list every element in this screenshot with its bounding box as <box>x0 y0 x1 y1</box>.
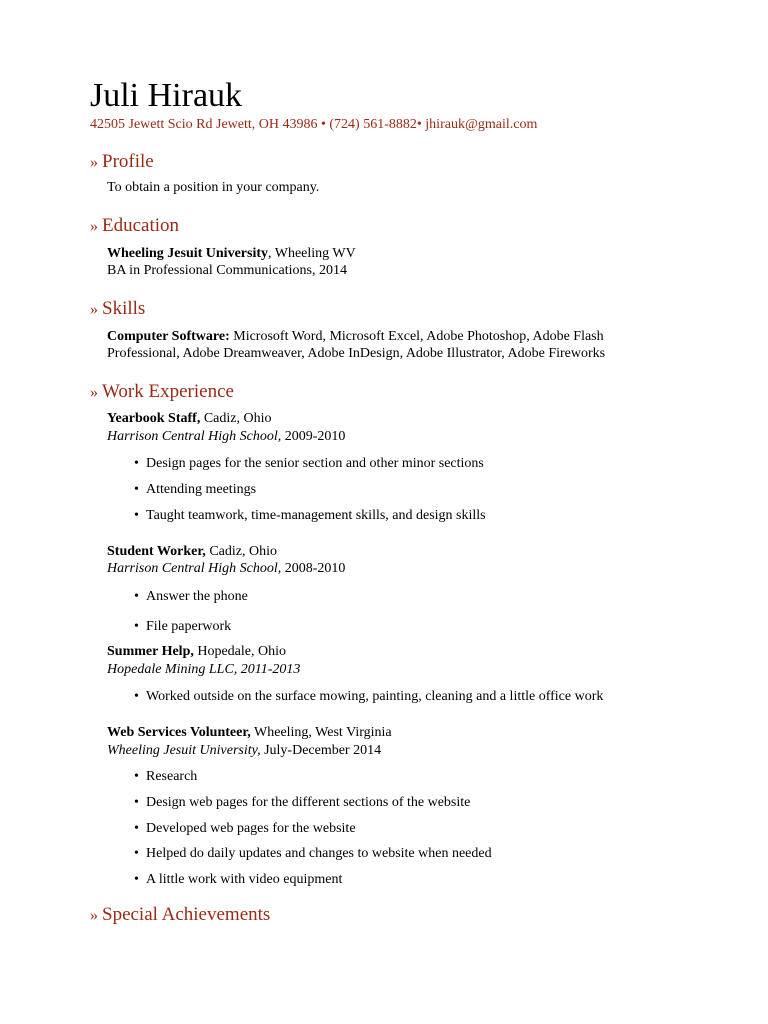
list-item <box>134 481 256 499</box>
job-role: Yearbook Staff, <box>107 411 201 426</box>
list-item <box>134 588 248 606</box>
list-item <box>134 618 231 636</box>
list-item-text: Attending meetings <box>146 482 257 497</box>
bullet-icon: • <box>134 821 139 836</box>
job-location: Cadiz, Ohio <box>200 411 272 426</box>
job-role: Summer Help, <box>107 644 194 659</box>
list-item <box>134 794 470 812</box>
education-location: , Wheeling WV <box>268 246 356 261</box>
job-org: Wheeling Jesuit University, <box>107 743 261 758</box>
job-title-line <box>107 543 277 561</box>
section-title: Education <box>102 215 180 236</box>
job-title-line <box>107 724 392 742</box>
list-item-text: Answer the phone <box>146 589 248 604</box>
list-item-text: Research <box>146 769 198 784</box>
section-marker-icon: » <box>90 301 98 318</box>
education-school-line <box>107 245 356 263</box>
section-marker-icon: » <box>90 154 98 171</box>
job-org-line <box>107 742 381 760</box>
list-item <box>134 871 342 889</box>
contact-separator: • <box>416 117 426 132</box>
education-degree: BA in Professional Communications, 2014 <box>107 263 347 278</box>
job-dates: July-December 2014 <box>260 743 382 758</box>
section-marker-icon: » <box>90 218 98 235</box>
job-location: Cadiz, Ohio <box>205 544 277 559</box>
bullet-icon: • <box>134 589 139 604</box>
job-dates: 2009-2010 <box>281 429 346 444</box>
skills-label: Computer Software: <box>107 329 230 344</box>
list-item-text: Helped do daily updates and changes to website when needed <box>146 846 492 861</box>
bullet-icon: • <box>134 689 139 704</box>
job-org: Harrison Central High School, <box>107 561 282 576</box>
skills-line-1 <box>107 328 604 346</box>
list-item <box>134 507 486 525</box>
education-school: Wheeling Jesuit University <box>107 246 268 261</box>
list-item-text: Design web pages for the different sections of the website <box>146 795 471 810</box>
bullet-icon: • <box>134 769 139 784</box>
job-location: Wheeling, West Virginia <box>250 725 392 740</box>
bullet-icon: • <box>134 846 139 861</box>
bullet-icon: • <box>134 482 139 497</box>
contact-phone: (724) 561-8882 <box>329 117 417 132</box>
job-role: Web Services Volunteer, <box>107 725 251 740</box>
section-heading-work-experience <box>90 380 234 405</box>
contact-separator: • <box>317 117 330 132</box>
job-org: Harrison Central High School, <box>107 429 282 444</box>
bullet-icon: • <box>134 795 139 810</box>
profile-text: To obtain a position in your company. <box>107 180 320 195</box>
job-org-line <box>107 560 345 578</box>
section-heading-profile <box>90 150 154 175</box>
bullet-icon: • <box>134 508 139 523</box>
job-dates: 2008-2010 <box>281 561 346 576</box>
list-item-text: File paperwork <box>146 619 232 634</box>
section-marker-icon: » <box>90 907 98 924</box>
contact-line <box>90 116 537 134</box>
list-item <box>134 820 356 838</box>
job-title-line <box>107 410 272 428</box>
list-item-text: Design pages for the senior section and other minor sections <box>146 456 484 471</box>
list-item <box>134 455 484 473</box>
section-marker-icon: » <box>90 384 98 401</box>
job-role: Student Worker, <box>107 544 206 559</box>
bullet-icon: • <box>134 872 139 887</box>
list-item <box>134 768 197 786</box>
bullet-icon: • <box>134 619 139 634</box>
section-title: Work Experience <box>102 381 234 402</box>
section-title: Skills <box>102 298 146 319</box>
section-title: Profile <box>102 151 154 172</box>
skills-line-2: Professional, Adobe Dreamweaver, Adobe InDesign, Adobe Illustrator, Adobe Fireworks <box>107 346 606 361</box>
job-org: Hopedale Mining LLC, 2011-2013 <box>107 662 301 677</box>
section-title: Special Achievements <box>102 904 271 925</box>
bullet-icon: • <box>134 456 139 471</box>
list-item <box>134 845 492 863</box>
job-location: Hopedale, Ohio <box>193 644 287 659</box>
list-item-text: Taught teamwork, time-management skills, and design skills <box>146 508 486 523</box>
skills-list: Microsoft Word, Microsoft Excel, Adobe Photoshop, Adobe Flash <box>229 329 604 344</box>
contact-address: 42505 Jewett Scio Rd Jewett, OH 43986 <box>90 117 318 132</box>
list-item-text: A little work with video equipment <box>146 872 343 887</box>
section-heading-skills <box>90 297 145 322</box>
job-org-line <box>107 428 345 446</box>
job-title-line <box>107 643 286 661</box>
job-org-line <box>107 661 300 679</box>
list-item-text: Worked outside on the surface mowing, painting, cleaning and a little office work <box>146 689 604 704</box>
contact-email[interactable]: jhirauk@gmail.com <box>425 117 538 132</box>
section-heading-special-achievements <box>90 903 270 928</box>
resume-name: Juli Hirauk <box>90 77 243 114</box>
list-item <box>134 688 603 706</box>
section-heading-education <box>90 214 179 239</box>
list-item-text: Developed web pages for the website <box>146 821 356 836</box>
